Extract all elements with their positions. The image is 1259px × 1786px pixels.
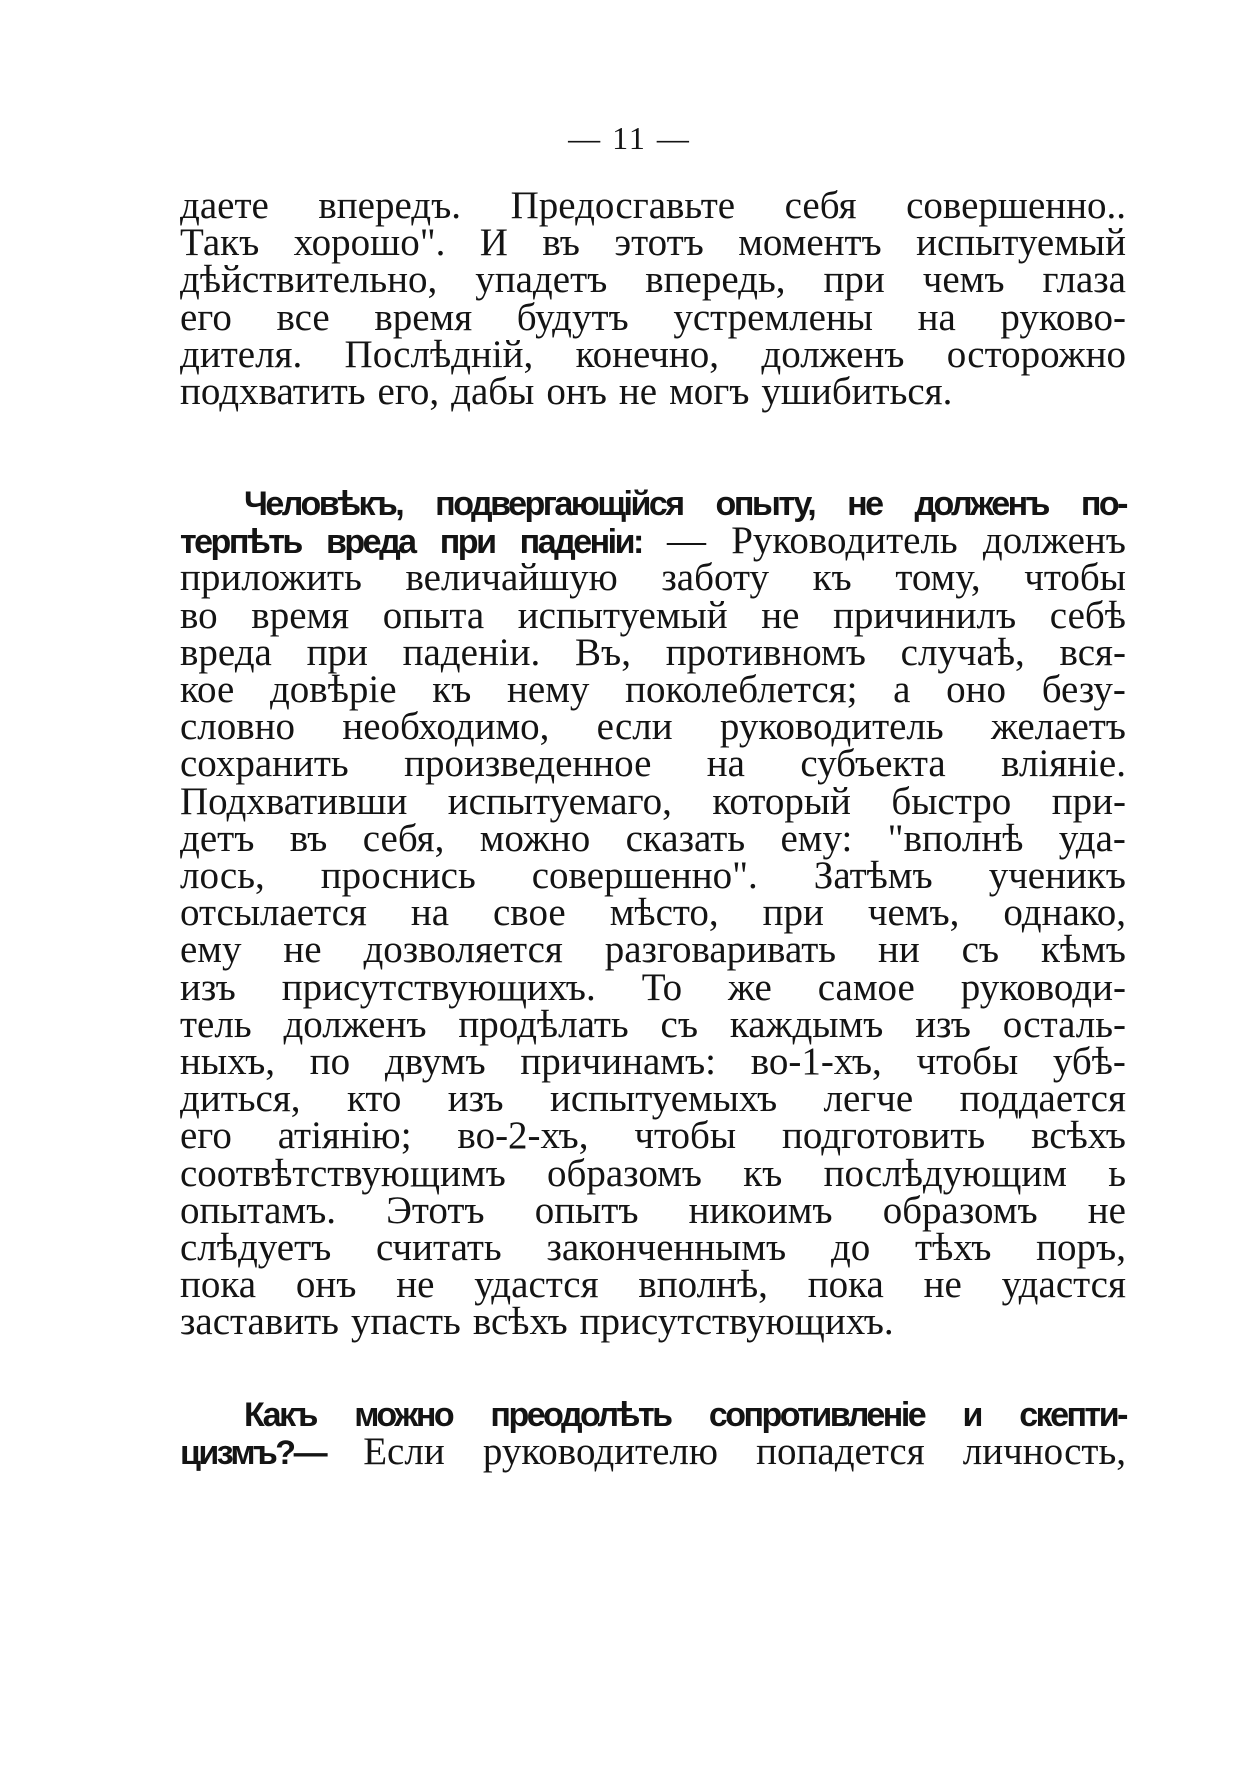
- word: который: [712, 779, 851, 823]
- word: личность,: [962, 1430, 1126, 1474]
- word: удастся: [1001, 1263, 1126, 1307]
- word: упасть: [350, 1300, 461, 1344]
- word: Послѣднiй,: [344, 332, 534, 376]
- word: онъ: [295, 1263, 357, 1307]
- word: если: [596, 705, 673, 749]
- word: Подхвативши: [180, 779, 408, 823]
- word: изъ: [915, 1002, 971, 1046]
- word: осталь-: [1002, 1002, 1126, 1046]
- word: тель: [180, 1002, 252, 1046]
- word: испытуемаго,: [447, 779, 672, 823]
- word: причинамъ:: [520, 1040, 716, 1083]
- word: долженъ: [982, 519, 1126, 563]
- word: пока: [180, 1263, 257, 1307]
- word: преодолѣть: [490, 1396, 671, 1434]
- word: атiянiю;: [277, 1114, 412, 1158]
- word: отсылается: [180, 891, 367, 935]
- word: кѣмъ: [1041, 928, 1126, 972]
- word: при: [762, 891, 824, 935]
- word: при-: [1051, 779, 1126, 823]
- word: этотъ: [614, 221, 704, 265]
- word: образомъ: [882, 1188, 1038, 1232]
- word: ученикъ: [988, 854, 1126, 897]
- word: удастся: [474, 1263, 599, 1307]
- word: долженъ: [283, 1002, 427, 1046]
- word: хорошо".: [293, 221, 446, 265]
- word: диться,: [180, 1077, 301, 1121]
- word: свое: [493, 891, 566, 935]
- word: будутъ: [516, 295, 629, 339]
- word: величайшую: [405, 556, 618, 600]
- word: ныхъ,: [180, 1040, 276, 1083]
- word: влiянiе.: [1001, 742, 1126, 786]
- word: —: [667, 519, 707, 563]
- word: всѣхъ: [1031, 1114, 1126, 1158]
- word: не: [283, 928, 322, 972]
- word: на: [410, 891, 450, 935]
- word: и: [962, 1396, 981, 1434]
- word: руководитель: [719, 705, 944, 749]
- word: заботу: [661, 556, 769, 600]
- word: конечно,: [575, 332, 720, 376]
- word: попадется: [756, 1430, 925, 1474]
- word: лось,: [180, 854, 265, 897]
- word: причинилъ: [833, 593, 1017, 637]
- word: присутствующихъ.: [281, 965, 596, 1009]
- word: при: [306, 630, 368, 674]
- word: все: [276, 295, 330, 339]
- word: мѣсто,: [609, 891, 719, 935]
- word: съ: [961, 928, 1000, 972]
- word: сказать: [625, 816, 746, 860]
- page-number: — 11 —: [568, 120, 691, 156]
- word: въ: [542, 221, 580, 265]
- word: поколеблется;: [625, 668, 858, 711]
- word: Руководитель: [731, 519, 958, 563]
- word: цизмъ?—: [180, 1434, 326, 1473]
- word: руково-: [1000, 295, 1126, 339]
- word: можно: [479, 816, 591, 860]
- word: упадетъ: [475, 258, 608, 302]
- word: Какъ: [244, 1396, 316, 1434]
- word: самое: [817, 965, 915, 1009]
- word: его: [180, 295, 232, 339]
- word: Такъ: [180, 221, 260, 265]
- word: же: [728, 965, 772, 1009]
- word: вполнѣ,: [638, 1263, 768, 1307]
- word: проснись: [320, 854, 476, 897]
- word: однако,: [1003, 891, 1126, 935]
- word: дителя.: [180, 332, 303, 376]
- word: во-2-хъ,: [457, 1114, 589, 1158]
- word: Предосгавьте: [510, 184, 736, 227]
- word: не: [761, 593, 800, 637]
- word: его,: [377, 370, 440, 413]
- word: ему: [180, 928, 242, 972]
- word: тому,: [895, 556, 981, 600]
- word: къ: [432, 668, 472, 711]
- word: изъ: [447, 1077, 504, 1121]
- word: испытуемый: [517, 593, 728, 637]
- word: руководителю: [482, 1430, 718, 1474]
- word: субъекта: [800, 742, 946, 786]
- word: подхватить: [180, 370, 366, 413]
- word: до: [830, 1226, 871, 1269]
- word: никоимъ: [688, 1188, 833, 1232]
- word: "вполнѣ: [887, 816, 1024, 860]
- word: долженъ: [761, 332, 905, 376]
- word: Затѣмъ: [813, 854, 933, 897]
- word: себя: [784, 184, 857, 227]
- word: не: [1087, 1188, 1126, 1232]
- word: не: [396, 1263, 435, 1307]
- word: кое: [180, 668, 235, 711]
- word: Если: [363, 1430, 445, 1474]
- word: въ: [289, 816, 328, 860]
- word: не: [923, 1263, 962, 1307]
- word: вреда: [180, 630, 272, 674]
- word: во-1-хъ,: [750, 1040, 882, 1083]
- word: пока: [807, 1263, 884, 1307]
- word: послѣдующим: [823, 1151, 1067, 1195]
- word: легче: [823, 1077, 914, 1121]
- word: ни: [877, 928, 920, 972]
- word: не: [847, 485, 882, 523]
- word: къ: [812, 556, 852, 600]
- word: продѣлать: [458, 1002, 629, 1046]
- word: опыту,: [715, 485, 815, 523]
- word: вся-: [1059, 630, 1126, 674]
- word: нему: [507, 668, 590, 711]
- word: испытуемый: [916, 221, 1126, 265]
- word: случаѣ,: [900, 630, 1025, 674]
- word: при: [439, 523, 495, 562]
- word: на: [706, 742, 745, 786]
- word: терпѣть: [180, 523, 301, 562]
- word: впередъ.: [318, 184, 462, 227]
- word: опыта: [382, 593, 485, 637]
- word: тѣхъ: [915, 1226, 992, 1269]
- word: поддается: [959, 1077, 1126, 1121]
- word: присутствующихъ.: [579, 1300, 894, 1344]
- word: дабы: [451, 370, 535, 413]
- word: ь: [1108, 1151, 1126, 1195]
- word: паденiи:: [519, 523, 642, 562]
- word: устремлены: [673, 295, 873, 339]
- word: руководи-: [960, 965, 1126, 1009]
- word: двумъ: [384, 1040, 486, 1083]
- word: детъ: [180, 816, 255, 860]
- word: законченнымъ: [546, 1226, 787, 1269]
- word: совершенно".: [531, 854, 758, 897]
- word: Въ,: [575, 630, 631, 674]
- word: ушибиться.: [761, 370, 953, 413]
- word: сопротивленiе: [708, 1396, 925, 1434]
- word: приложить: [180, 556, 362, 600]
- text-line: [180, 370, 1126, 414]
- word: убѣ-: [1052, 1040, 1126, 1083]
- word: образомъ: [547, 1151, 702, 1195]
- word: при: [823, 258, 885, 302]
- word: испытуемыхъ: [549, 1077, 778, 1121]
- word: вреда: [326, 523, 415, 562]
- text-line: [180, 1430, 1126, 1474]
- word: даете: [180, 184, 269, 227]
- word: И: [479, 221, 508, 265]
- word: время: [251, 593, 350, 637]
- word: подвергающiйся: [435, 485, 683, 523]
- word: чтобы: [1024, 556, 1126, 600]
- word: чемъ,: [867, 891, 960, 935]
- word: дозволяется: [363, 928, 563, 972]
- word: заставить: [180, 1300, 339, 1344]
- word: необходимо,: [342, 705, 550, 749]
- word: словно: [180, 705, 296, 749]
- word: поръ,: [1036, 1226, 1126, 1269]
- word: по-: [1080, 485, 1126, 523]
- word: глаза: [1042, 258, 1126, 302]
- word: себѣ: [1049, 593, 1126, 637]
- word: дѣйствительно,: [180, 258, 438, 302]
- word: впередь,: [645, 258, 786, 302]
- word: довѣрiе: [269, 668, 397, 711]
- word: всѣхъ: [472, 1300, 568, 1344]
- word: быстро: [891, 779, 1012, 823]
- word: опытъ: [534, 1188, 639, 1232]
- word: опытамъ.: [180, 1188, 336, 1232]
- word: чтобы: [916, 1040, 1019, 1083]
- word: къ: [743, 1151, 783, 1195]
- word: Человѣкъ,: [244, 485, 403, 523]
- word: безу-: [1041, 668, 1126, 711]
- word: оно: [946, 668, 1007, 711]
- word: подготовить: [781, 1114, 986, 1158]
- word: можно: [354, 1396, 453, 1434]
- word: могъ: [669, 370, 750, 413]
- word: чемъ: [922, 258, 1005, 302]
- word: совершенно..: [906, 184, 1126, 227]
- word: онъ: [546, 370, 607, 413]
- word: изъ: [180, 965, 236, 1009]
- word: противномъ: [665, 630, 866, 674]
- word: желаетъ: [990, 705, 1126, 749]
- word: съ: [660, 1002, 699, 1046]
- word: не: [618, 370, 658, 413]
- word: время: [374, 295, 473, 339]
- word: уда-: [1058, 816, 1126, 860]
- word: себя,: [362, 816, 445, 860]
- word: Этотъ: [386, 1188, 485, 1232]
- word: То: [641, 965, 683, 1009]
- word: его: [180, 1114, 232, 1158]
- word: каждымъ: [729, 1002, 884, 1046]
- word: сохранить: [180, 742, 349, 786]
- word: во: [180, 593, 218, 637]
- word: произведенное: [404, 742, 652, 786]
- word: моментъ: [738, 221, 882, 265]
- word: соотвѣтствующимъ: [180, 1151, 506, 1195]
- word: слѣдуетъ: [180, 1226, 332, 1269]
- word: осторожно: [946, 332, 1126, 376]
- word: по: [309, 1040, 351, 1083]
- text-line: [180, 1300, 1126, 1344]
- word: на: [917, 295, 956, 339]
- word: чтобы: [634, 1114, 737, 1158]
- word: считать: [376, 1226, 502, 1269]
- word: кто: [346, 1077, 402, 1121]
- word: ему:: [780, 816, 853, 860]
- word: скепти-: [1019, 1396, 1126, 1434]
- word: долженъ: [914, 485, 1048, 523]
- word: паденiи.: [402, 630, 541, 674]
- word: а: [893, 668, 911, 711]
- word: разговаривать: [604, 928, 837, 972]
